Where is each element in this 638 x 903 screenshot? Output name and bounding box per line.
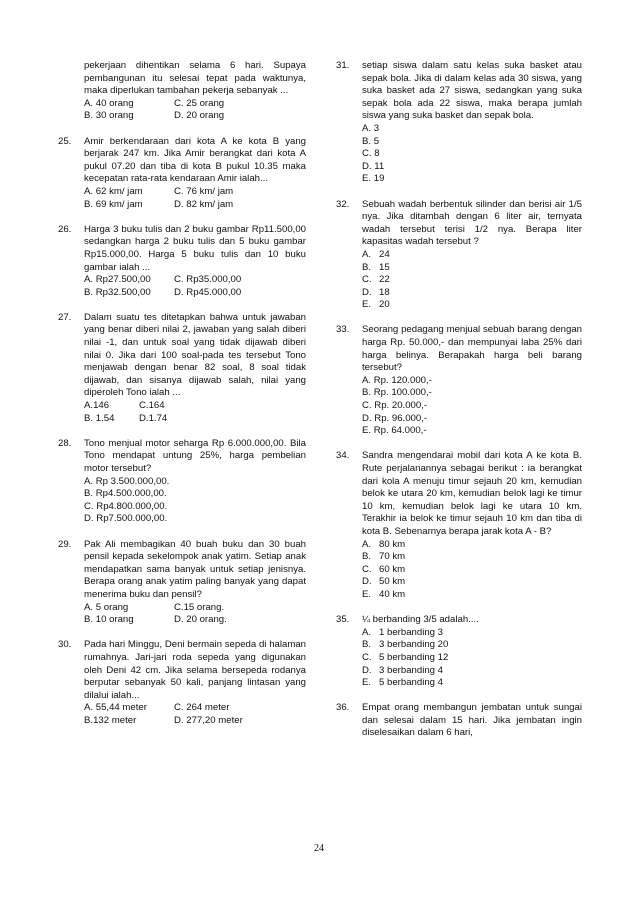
option-a: A. Rp 3.500.000,00. [84,475,170,487]
question-number: 34. [336,450,350,462]
option-c: C. Rp4.800.000,00. [84,500,168,512]
option-b [362,551,582,564]
question-stem: Empat orang membangun jembatan untuk sungai dan selesai dalam 15 hari. Jika jembatan ingin diselesaikan dalam 6 hari, [362,702,582,739]
option-text: 24 [379,248,390,260]
page-number: 24 [314,843,324,854]
option-b: B. 5 [362,135,380,147]
option-c [362,274,582,287]
option-c: C. 25 orang [174,97,225,109]
question-34 [336,450,582,601]
option-text: 5 berbanding 4 [379,677,444,689]
option-b: B. Rp4.500.000,00. [84,488,167,500]
option-d [362,665,582,678]
option-letter: E. [362,299,372,311]
option-c: C. Rp35.000,00 [174,274,242,286]
option-letter: A. [362,626,372,638]
option-row [84,287,306,300]
option-letter: A. [362,248,372,260]
question-number: 36. [336,702,350,714]
option-a [362,627,582,640]
option-text: 50 km [379,576,406,588]
option-d: D. 82 km/ jam [174,198,234,210]
option-b: B. 10 orang [84,614,134,626]
question-29 [58,539,306,627]
question-26 [58,224,306,300]
question-stem: Tono menjual motor seharga Rp 6.000.000,00. Bila Tono mendapat untung 25%, harga pembelian motor tersebut? [84,437,306,474]
option-b: B. 1.54 [84,412,115,424]
option-d [362,287,582,300]
option-letter: D. [362,664,372,676]
option-e: E. Rp. 64.000,- [362,425,427,437]
option-letter: C. [362,651,372,663]
option-row [84,614,306,627]
question-36 [336,702,582,740]
question-stem: ¼ berbanding 3/5 adalah.... [362,614,479,626]
question-number: 31. [336,60,350,71]
question-32 [336,199,582,312]
option-b [362,639,582,652]
option-b: B.132 meter [84,714,137,726]
option-text: 60 km [379,563,406,575]
option-e [362,299,582,312]
option-b: B. 69 km/ jam [84,198,143,210]
question-number: 25. [58,135,72,147]
question-number: 30. [58,639,72,651]
question-number: 33. [336,324,350,336]
option-b: B. Rp. 100.000,- [362,387,432,399]
option-d: D. Rp. 96.000,- [362,412,428,424]
question-stem: Amir berkendaraan dari kota A ke kota B yang berjarak 247 km. Jika Amir berangkat dari kota A pukul 07.20 dan tiba di kota B pukul 10.35 maka kecepatan rata-rata kendaraan Amir ialah... [84,135,306,185]
option-c: C. 76 km/ jam [174,185,234,197]
question-stem: Seorang pedagang menjual sebuah barang dengan harga Rp. 50.000,- dan mempunyai laba 25% dari harga belinya. Berapakah harga beli barang tersebut? [362,324,582,374]
option-text: 15 [379,261,390,273]
question-27 [58,312,306,425]
option-c: C. 8 [362,148,380,160]
option-text: 40 km [379,588,406,600]
option-row [84,199,306,212]
option-a: A. 5 orang [84,601,129,613]
option-d [362,576,582,589]
question-stem: setiap siswa dalam satu kelas suka basket atau sepak bola. Jika di dalam kelas ada 30 siswa, yang suka basket ada 27 siswa, sedangkan yang suka sepak bola ada 22 siswa, maka berapa jumlah siswa yang suka basket dan sepak bola. [362,60,582,122]
option-c: C.15 orang. [174,601,225,613]
option-row [84,110,306,123]
option-letter: B. [362,261,372,273]
option-row [84,98,306,111]
left-column [58,60,306,740]
option-c: C. 264 meter [174,702,230,714]
question-35 [336,614,582,690]
option-a [362,249,582,262]
option-a: A. Rp27.500,00 [84,274,151,286]
question-stem: Pada hari Minggu, Deni bermain sepeda di halaman rumahnya. Jari-jari roda sepeda yang digunakan oleh Deni 42 cm. Jika selama bersepeda rodanya berputar sebanyak 50 kali, panjang lintasan yang dilalui ialah... [84,639,306,701]
question-stem: pekerjaan dihentikan selama 6 hari. Supaya pembangunan itu selesai tepat pada waktunya, maka diperlukan tambahan pekerja sebanyak ... [84,60,306,97]
option-letter: D. [362,576,372,588]
option-b: B. Rp32.500,00 [84,286,151,298]
option-a: A. 55,44 meter [84,702,147,714]
option-d: D.1.74 [139,412,168,424]
option-e [362,677,582,690]
option-row [84,602,306,615]
question-33 [336,324,582,437]
option-letter: C. [362,274,372,286]
option-a: A. 40 orang [84,97,134,109]
option-b [362,262,582,275]
option-row [84,186,306,199]
option-c: C. Rp. 20.000,- [362,400,428,412]
option-text: 20 [379,299,390,311]
option-d: D. 20 orang [174,110,225,122]
option-letter: C. [362,563,372,575]
option-row [84,715,306,728]
question-number: 27. [58,311,72,323]
question-number: 26. [58,223,72,235]
question-stem: Sebuah wadah berbentuk silinder dan berisi air 1/5 nya. Jika ditambah dengan 6 liter air, ternyata wadah tersebut terisi 1/2 nya. Berapa liter kapasitas wadah tersebut ? [362,198,582,248]
option-d: D. Rp7.500.000,00. [84,513,168,525]
option-text: 80 km [379,538,406,550]
question-number: 35. [336,614,350,626]
question-stem: Pak Ali membagikan 40 buah buku dan 30 buah pensil kepada sekelompok anak yatim. Setiap anak mendapatkan sama banyak untuk setiap jenisnya. Berapa orang anak yatim paling banyak yang dapat menerima buku dan pensil? [84,538,306,600]
option-letter: E. [362,677,372,689]
option-text: 3 berbanding 20 [379,639,449,651]
option-letter: E. [362,588,372,600]
question-30 [58,639,306,727]
option-c: C.164 [139,400,165,412]
option-text: 3 berbanding 4 [379,664,444,676]
option-b: B. 30 orang [84,110,134,122]
option-letter: B. [362,639,372,651]
option-row [84,413,306,426]
option-letter: D. [362,286,372,298]
option-row [84,400,306,413]
option-letter: B. [362,551,372,563]
question-number: 32. [336,198,350,210]
option-d: D. 11 [362,160,385,172]
option-text: 1 berbanding 3 [379,626,444,638]
option-row [84,274,306,287]
question-24-continuation [58,60,306,123]
option-text: 18 [379,286,390,298]
option-text: 22 [379,274,390,286]
question-number: 29. [58,538,72,550]
option-a: A. 3 [362,122,380,134]
option-text: 70 km [379,551,406,563]
option-c [362,564,582,577]
question-25 [58,136,306,212]
option-text: 5 berbanding 12 [379,651,449,663]
question-stem: Dalam suatu tes ditetapkan bahwa untuk jawaban yang benar diberi nilai 2, jawaban yang salah diberi nilai -1, dan untuk soal yang tidak dijawab diberi nilai 0. Jika dari 100 soal-pada tes tersebut Tono menjawab dengan benar 82 soal, 8 soal tidak dijawab, dan sisanya dijawab salah, nilai yang diperoleh Tono ialah ... [84,311,306,399]
option-d: D. Rp45.000,00 [174,286,242,298]
question-stem: Harga 3 buku tulis dan 2 buku gambar Rp11.500,00 sedangkan harga 2 buku tulis dan 5 buku gambar Rp15.000,00. Harga 5 buku tulis dan 10 buku gambar ialah ... [84,223,306,273]
option-e [362,589,582,602]
option-a: A.146 [84,400,110,412]
option-d: D. 277,20 meter [174,714,243,726]
right-column [336,60,582,753]
option-a [362,539,582,552]
option-e: E. 19 [362,173,385,185]
option-letter: A. [362,538,372,550]
option-d: D. 20 orang. [174,614,227,626]
question-stem: Sandra mengendarai mobil dari kota A ke kota B. Rute perjalanannya sebagai berikut : ia berangkat dari kola A menuju timur sejauh 20 km, kemudian belok ke utara 20 km, kemudian belok lagi ke timur 10 km, kemudian belok lagi ke utara 10 km. Terakhir ia belok ke timur sejauh 10 km dan tiba di kota B. Sebenarnya berapa jarak kota A - B? [362,450,582,537]
option-c [362,652,582,665]
question-number: 28. [58,437,72,449]
question-28 [58,438,306,526]
option-a: A. Rp. 120.000,- [362,374,432,386]
option-row [84,702,306,715]
question-31 [336,60,582,186]
option-a: A. 62 km/ jam [84,185,143,197]
